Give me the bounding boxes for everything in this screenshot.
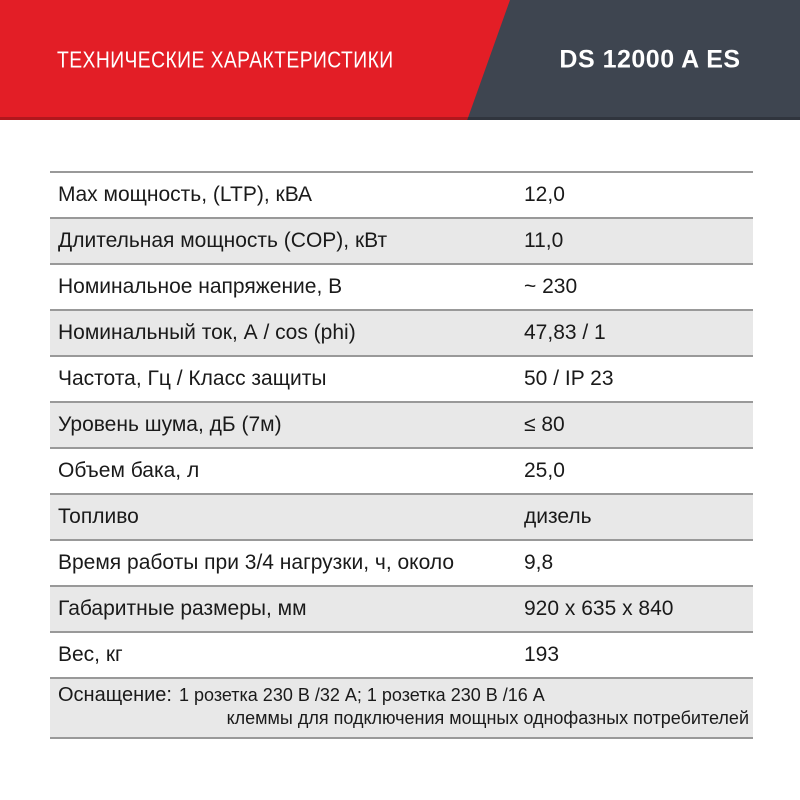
equipment-line1: 1 розетка 230 В /32 А; 1 розетка 230 В /16 А bbox=[178, 685, 545, 705]
spec-label: Габаритные размеры, мм bbox=[58, 597, 307, 620]
spec-value: 11,0 bbox=[524, 229, 564, 252]
spec-value: 920 x 635 x 840 bbox=[524, 597, 674, 620]
spec-value: 25,0 bbox=[524, 459, 565, 482]
spec-value: ~ 230 bbox=[524, 275, 578, 298]
spec-label: Время работы при 3/4 нагрузки, ч, около bbox=[58, 551, 454, 574]
spec-row-current bbox=[50, 309, 753, 355]
spec-label: Топливо bbox=[58, 505, 139, 528]
spec-row-max-power bbox=[50, 171, 753, 217]
spec-label: Номинальное напряжение, В bbox=[58, 275, 343, 298]
spec-row-fuel bbox=[50, 493, 753, 539]
spec-label: Частота, Гц / Класс защиты bbox=[58, 367, 327, 390]
spec-label: Номинальный ток, А / cos (phi) bbox=[58, 321, 356, 344]
spec-row-weight bbox=[50, 631, 753, 677]
equipment-line2: клеммы для подключения мощных однофазных потребителей bbox=[226, 708, 749, 728]
spec-row-frequency bbox=[50, 355, 753, 401]
spec-value: 50 / IP 23 bbox=[524, 367, 614, 390]
spec-value: дизель bbox=[524, 505, 592, 528]
spec-row-tank bbox=[50, 447, 753, 493]
spec-row-runtime bbox=[50, 539, 753, 585]
spec-row-dimensions bbox=[50, 585, 753, 631]
model-name: DS 12000 A ES bbox=[559, 45, 741, 74]
spec-label: Max мощность, (LTP), кВА bbox=[58, 183, 313, 206]
spec-value: 47,83 / 1 bbox=[524, 321, 606, 344]
spec-value: 193 bbox=[524, 643, 560, 666]
spec-label: Объем бака, л bbox=[58, 459, 200, 482]
spec-value: ≤ 80 bbox=[524, 413, 565, 436]
spec-row-voltage bbox=[50, 263, 753, 309]
spec-label: Уровень шума, дБ (7м) bbox=[58, 413, 282, 436]
spec-row-rated-power bbox=[50, 217, 753, 263]
spec-value: 9,8 bbox=[524, 551, 554, 574]
spec-label: Длительная мощность (COP), кВт bbox=[58, 229, 388, 252]
equipment-label: Оснащение: bbox=[58, 684, 172, 706]
page-title: ТЕХНИЧЕСКИЕ ХАРАКТЕРИСТИКИ bbox=[57, 46, 394, 73]
equipment-text bbox=[179, 684, 749, 730]
header-banner bbox=[0, 0, 800, 120]
spec-value: 12,0 bbox=[524, 183, 565, 206]
spec-table bbox=[50, 171, 753, 739]
spec-row-noise bbox=[50, 401, 753, 447]
equipment-row bbox=[50, 677, 753, 737]
spec-label: Вес, кг bbox=[58, 643, 123, 666]
